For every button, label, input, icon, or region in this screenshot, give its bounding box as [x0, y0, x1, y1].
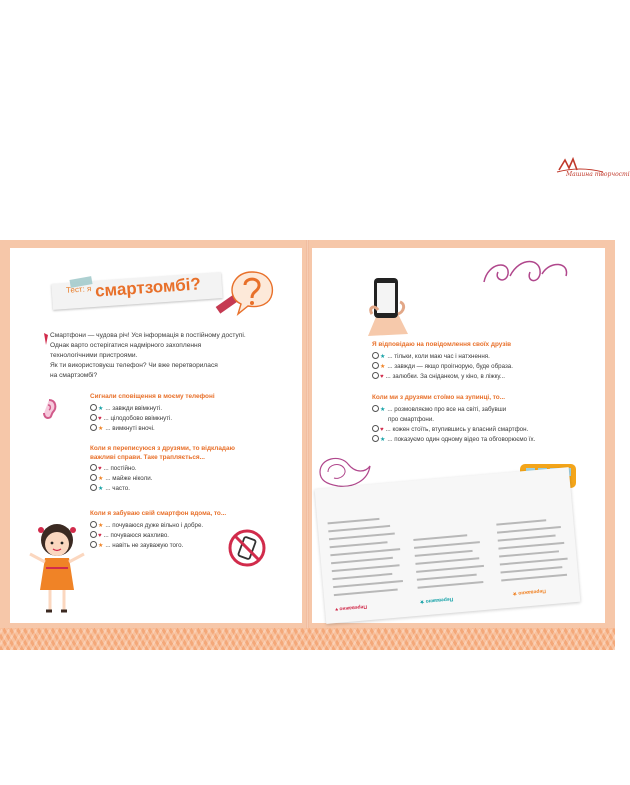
question-1-title: Сигнали сповіщення в моєму телефоні	[90, 393, 215, 400]
text-line	[328, 518, 380, 524]
question-bubble-icon	[228, 268, 276, 318]
radio-circle[interactable]	[90, 531, 97, 538]
text-line	[332, 573, 392, 580]
radio-circle[interactable]	[90, 464, 97, 471]
answer-continuation: про смартфони.	[388, 416, 435, 423]
answer-option[interactable]	[372, 435, 535, 446]
text-line	[330, 541, 388, 548]
answer-text: ... розмовляємо про все на світі, забувши	[387, 406, 507, 413]
hand-phone-icon	[364, 274, 412, 342]
text-line	[414, 541, 480, 548]
book-fold	[306, 240, 309, 650]
radio-circle[interactable]	[372, 362, 379, 369]
heart-icon: ♥	[380, 427, 384, 433]
radio-circle[interactable]	[90, 404, 97, 411]
question-5-title: Коли ми з друзями стоїмо на зупинці, то...	[372, 394, 506, 401]
right-page	[312, 248, 605, 623]
swirl-decoration	[480, 252, 572, 294]
star-icon: ★	[380, 437, 386, 443]
answer-text: ... постійно.	[103, 465, 137, 472]
answer-text: ... часто.	[105, 485, 130, 492]
text-line	[498, 535, 556, 542]
text-line	[496, 519, 546, 525]
answer-text: ... залюбки. За сніданком, у кіно, в ліжку...	[385, 373, 506, 380]
radio-circle[interactable]	[90, 474, 97, 481]
answer-text: ... вимкнуті вночі.	[105, 425, 155, 432]
text-line	[331, 557, 393, 564]
answer-option[interactable]	[90, 424, 155, 435]
text-line	[500, 566, 562, 573]
question-4-title: Я відповідаю на повідомлення своїх друзів	[372, 341, 512, 348]
radio-circle[interactable]	[372, 352, 379, 359]
results-card	[315, 467, 581, 624]
intro-line: Смартфони — чудова річ! Уся інформація в постійному доступі.	[50, 332, 246, 339]
answer-option[interactable]	[372, 362, 513, 373]
answer-option[interactable]	[372, 352, 490, 363]
star-icon: ★	[98, 426, 104, 432]
text-line	[413, 534, 467, 540]
result-heading: Переважно ★	[419, 595, 454, 605]
intro-line: Як ти використовуєш телефон? Чи вже перетворилася	[50, 362, 218, 369]
question-2-title	[90, 445, 235, 462]
answer-option[interactable]	[372, 425, 528, 436]
answer-option[interactable]	[372, 405, 506, 416]
star-icon: ★	[98, 523, 104, 529]
text-line	[497, 526, 561, 533]
radio-circle[interactable]	[90, 521, 97, 528]
star-icon: ★	[380, 407, 386, 413]
answer-text: ... тільки, коли маю час і натхнення.	[387, 353, 490, 360]
book-spread	[0, 240, 615, 650]
publisher-name: Машина творчості	[566, 171, 630, 178]
no-phone-icon	[227, 528, 267, 568]
radio-circle[interactable]	[372, 435, 379, 442]
pencil-icon	[42, 332, 50, 346]
result-heading: Переважно ♥	[334, 603, 368, 613]
star-icon: ★	[98, 543, 104, 549]
answer-option[interactable]	[90, 541, 183, 552]
answer-option[interactable]	[372, 372, 505, 383]
star-icon: ★	[380, 364, 386, 370]
ear-icon	[40, 398, 58, 420]
radio-circle[interactable]	[90, 424, 97, 431]
text-line	[415, 550, 473, 557]
left-page	[10, 248, 302, 623]
text-line	[333, 580, 403, 588]
answer-option[interactable]	[90, 404, 162, 415]
text-line	[328, 525, 390, 532]
answer-option[interactable]	[90, 414, 172, 425]
text-line	[500, 558, 568, 566]
answer-option[interactable]	[90, 531, 169, 542]
question-line: Коли я переписуюся з друзями, то відкладаю	[90, 445, 235, 452]
text-line	[498, 542, 564, 549]
radio-circle[interactable]	[90, 414, 97, 421]
result-heading: Переважно ★	[512, 587, 547, 597]
text-line	[417, 581, 483, 588]
answer-text: ... завжди ввімкнуті.	[105, 405, 163, 412]
intro-line: на смартзомбі?	[50, 372, 98, 379]
intro-text	[50, 331, 295, 381]
star-icon: ★	[98, 486, 104, 492]
intro-line: Однак варто остерігатися надмірного захоплення	[50, 342, 202, 349]
answer-option[interactable]	[90, 474, 152, 485]
text-line	[334, 589, 398, 596]
page-title: смартзомбі?	[94, 274, 202, 301]
text-line	[415, 557, 479, 564]
star-icon: ★	[98, 406, 104, 412]
radio-circle[interactable]	[372, 425, 379, 432]
star-icon: ★	[380, 354, 386, 360]
answer-text: ... цілодобово ввімкнуті.	[103, 415, 173, 422]
answer-option[interactable]	[90, 484, 130, 495]
heart-icon: ♥	[98, 416, 102, 422]
heart-icon: ♥	[98, 466, 102, 472]
title-prefix: Тест: я	[65, 284, 92, 295]
star-icon: ★	[98, 476, 104, 482]
text-line	[332, 564, 400, 572]
text-line	[416, 565, 484, 573]
heart-icon: ♥	[380, 374, 384, 380]
radio-circle[interactable]	[90, 541, 97, 548]
answer-text: ... почуваюся дуже вільно і добре.	[105, 522, 204, 529]
text-line	[330, 548, 400, 556]
text-line	[501, 574, 567, 581]
answer-text: ... завжди — якщо проігнорую, буде образа.	[387, 363, 513, 370]
answer-text: ... кожен стоїть, втупившись у власний смартфон.	[385, 426, 529, 433]
question-3-title: Коли я забуваю свій смартфон вдома, то...	[90, 510, 227, 517]
answer-text: ... навіть не зауважую того.	[105, 542, 184, 549]
answer-option[interactable]	[90, 521, 203, 532]
answer-option[interactable]	[90, 464, 137, 475]
answer-text: ... майже ніколи.	[105, 475, 153, 482]
radio-circle[interactable]	[372, 372, 379, 379]
answer-text: ... почуваюся жахливо.	[103, 532, 169, 539]
text-line	[417, 574, 477, 581]
radio-circle[interactable]	[90, 484, 97, 491]
question-line: важливі справи. Таке трапляється...	[90, 453, 205, 461]
answer-text: ... показуємо один одному відео та обговорюємо їх.	[387, 436, 536, 443]
heart-icon: ♥	[98, 533, 102, 539]
text-line	[329, 533, 395, 540]
intro-line: технологічними пристроями.	[50, 352, 138, 359]
radio-circle[interactable]	[372, 405, 379, 412]
text-line	[499, 550, 559, 557]
decorative-band-texture	[0, 628, 615, 650]
girl-illustration	[24, 518, 90, 618]
